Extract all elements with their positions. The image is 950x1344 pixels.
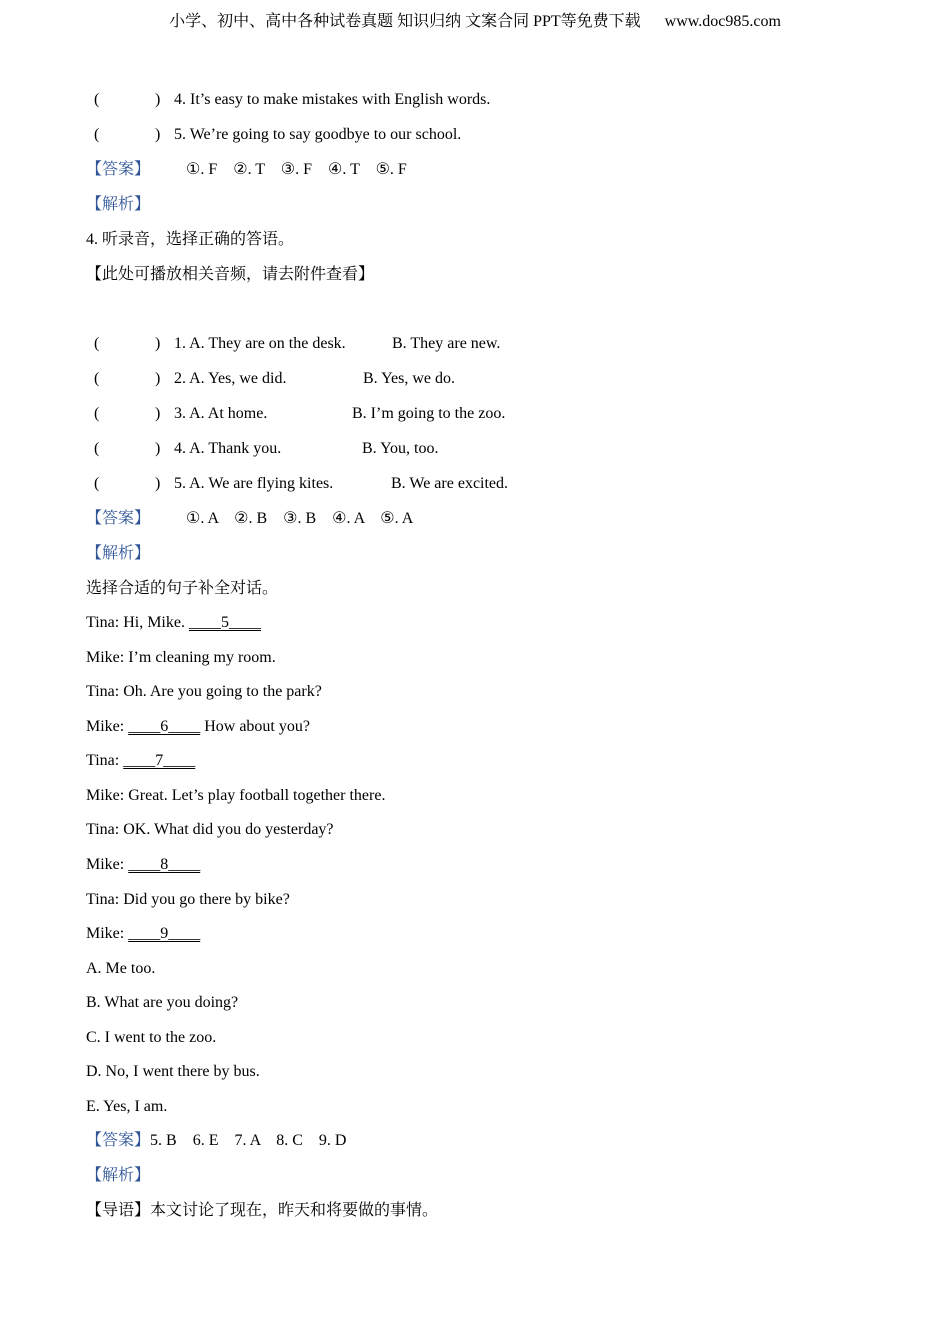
paren-close: ) — [155, 370, 161, 387]
dialogue-text: Mike: I’m cleaning my room. — [86, 649, 276, 666]
paren-open: ( — [94, 370, 100, 387]
page-header — [0, 12, 950, 32]
paren-close: ) — [155, 405, 161, 422]
option-b: B. You, too. — [362, 440, 439, 457]
answer-label: 【答案】 — [86, 1132, 151, 1149]
dialogue-line — [86, 717, 310, 737]
answer-label: 【答案】 — [86, 161, 151, 178]
paren-open: ( — [94, 126, 100, 143]
paren-open: ( — [94, 91, 100, 108]
paren-close: ) — [155, 126, 161, 143]
s4-audio-note: 【此处可播放相关音频，请去附件查看】 — [86, 266, 375, 283]
dialogue-text: Mike: — [86, 925, 129, 942]
option-a: 4. A. Thank you. — [174, 440, 282, 457]
dialogue-text: Tina: — [86, 752, 124, 769]
s5-answer — [86, 1131, 346, 1151]
dialogue-line — [86, 751, 195, 771]
option-b: B. They are new. — [392, 335, 501, 352]
s5-analysis-label: 【解析】 — [86, 1167, 151, 1184]
s3-analysis-label: 【解析】 — [86, 196, 151, 213]
dialogue-line — [86, 613, 261, 633]
blank-7: ____7____ — [123, 752, 196, 769]
option-b: B. I’m going to the zoo. — [352, 405, 506, 422]
option-a: 5. A. We are flying kites. — [174, 475, 334, 492]
paren-close: ) — [155, 440, 161, 457]
option-b: B. We are excited. — [391, 475, 509, 492]
s5-guide: 【导语】本文讨论了现在，昨天和将要做的事情。 — [86, 1202, 439, 1219]
paren-close: ) — [155, 91, 161, 108]
dialogue-line — [86, 924, 200, 944]
dialogue-text: How about you? — [200, 718, 310, 735]
dialogue-text: Mike: — [86, 718, 129, 735]
dialogue-line — [86, 855, 200, 875]
blank-9: ____9____ — [128, 925, 201, 942]
choice-option: A. Me too. — [86, 960, 156, 977]
option-a: 1. A. They are on the desk. — [174, 335, 346, 352]
dialogue-line — [86, 890, 290, 910]
dialogue-line — [86, 682, 322, 702]
dialogue-text: Tina: Oh. Are you going to the park? — [86, 683, 322, 700]
s4-analysis-label: 【解析】 — [86, 545, 151, 562]
paren-close: ) — [155, 335, 161, 352]
blank-8: ____8____ — [128, 856, 201, 873]
paren-open: ( — [94, 335, 100, 352]
answer-values: ①. A ②. B ③. B ④. A ⑤. A — [186, 510, 414, 527]
option-b: B. Yes, we do. — [363, 370, 456, 387]
s5-instruction: 选择合适的句子补全对话。 — [86, 580, 279, 597]
choice-option: D. No, I went there by bus. — [86, 1063, 260, 1080]
paren-open: ( — [94, 475, 100, 492]
paren-close: ) — [155, 475, 161, 492]
dialogue-text: Tina: Hi, Mike. — [86, 614, 189, 631]
blank-6: ____6____ — [128, 718, 201, 735]
question-text: 5. We’re going to say goodbye to our school. — [174, 126, 462, 143]
dialogue-text: Tina: Did you go there by bike? — [86, 891, 290, 908]
dialogue-text: Mike: — [86, 856, 129, 873]
choice-option: C. I went to the zoo. — [86, 1029, 217, 1046]
answer-values: 5. B 6. E 7. A 8. C 9. D — [150, 1132, 347, 1149]
choice-option: B. What are you doing? — [86, 994, 239, 1011]
question-text: 4. It’s easy to make mistakes with English words. — [174, 91, 491, 108]
dialogue-text: Tina: OK. What did you do yesterday? — [86, 821, 334, 838]
choice-option: E. Yes, I am. — [86, 1098, 168, 1115]
dialogue-text: Mike: Great. Let’s play football together there. — [86, 787, 386, 804]
dialogue-line — [86, 786, 385, 806]
paren-open: ( — [94, 440, 100, 457]
paren-open: ( — [94, 405, 100, 422]
option-a: 3. A. At home. — [174, 405, 268, 422]
option-a: 2. A. Yes, we did. — [174, 370, 287, 387]
dialogue-line — [86, 648, 276, 668]
answer-values: ①. F ②. T ③. F ④. T ⑤. F — [186, 161, 407, 178]
header-text: 小学、初中、高中各种试卷真题 知识归纳 文案合同 PPT等免费下载 — [169, 13, 641, 30]
answer-label: 【答案】 — [86, 510, 151, 527]
header-site: www.doc985.com — [664, 13, 781, 30]
blank-5: ____5____ — [188, 614, 261, 631]
s4-title: 4. 听录音，选择正确的答语。 — [86, 231, 295, 248]
dialogue-line — [86, 820, 334, 840]
